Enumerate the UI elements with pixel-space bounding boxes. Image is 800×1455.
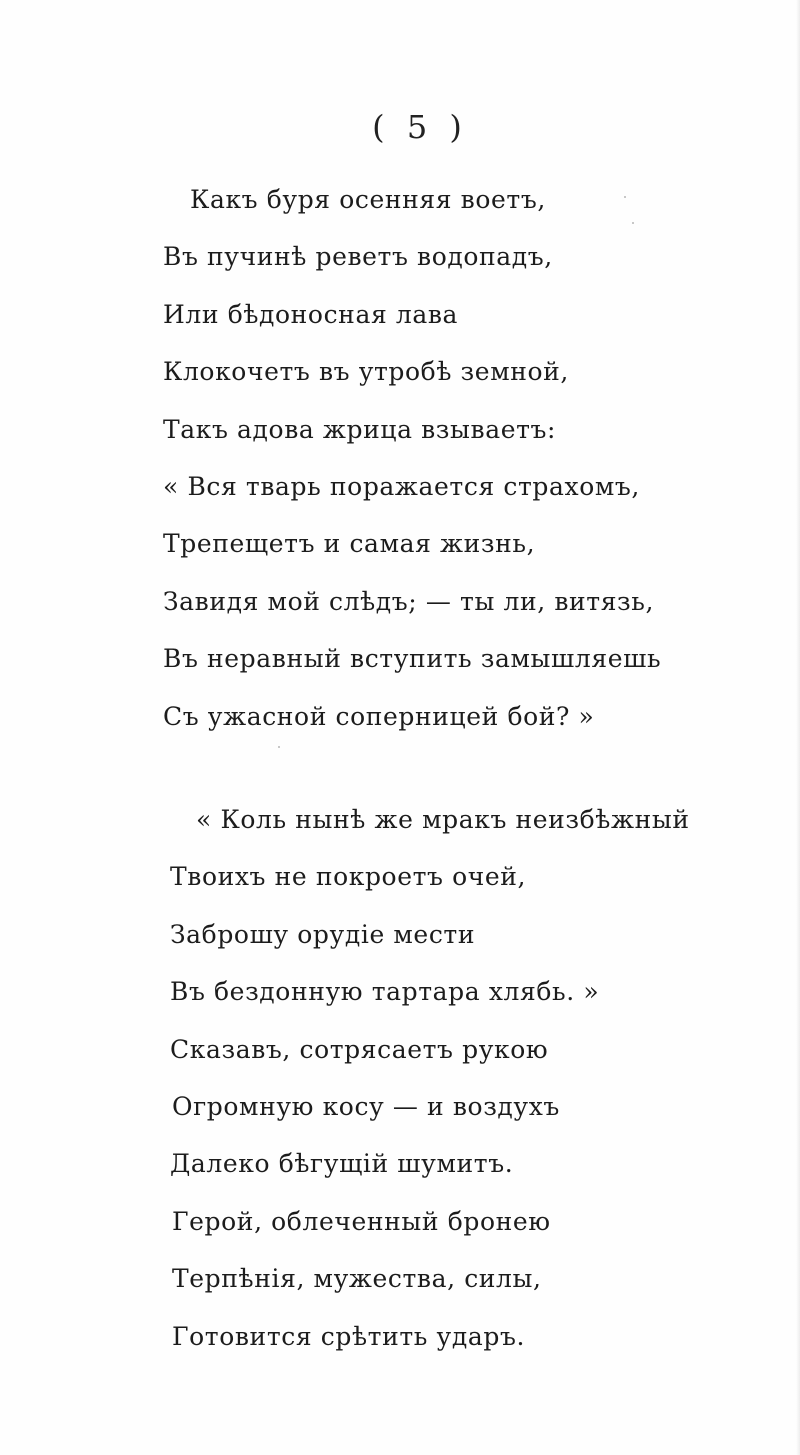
- verse-line: Или бѣдоносная лава: [163, 299, 459, 329]
- verse-line: Далеко бѣгущій шумитъ.: [170, 1149, 514, 1179]
- verse-line: Въ бездонную тартара хлябь. »: [170, 977, 600, 1007]
- verse-line: Твоихъ не покроетъ очей,: [170, 862, 527, 892]
- stanza-1: [0, 176, 800, 750]
- verse-line: Трепещетъ и самая жизнь,: [163, 529, 536, 559]
- verse-line: Готовится срѣтить ударъ.: [172, 1321, 525, 1351]
- verse-line: Такъ адова жрица взываетъ:: [163, 414, 557, 444]
- verse-line: Терпѣнія, мужества, силы,: [172, 1264, 542, 1294]
- verse-line: Завидя мой слѣдъ; — ты ли, витязь,: [163, 586, 655, 616]
- verse-line: Въ пучинѣ реветъ водопадъ,: [163, 242, 553, 272]
- verse-line: Клокочетъ въ утробѣ земной,: [163, 357, 569, 387]
- verse-line: Герой, облеченный бронею: [172, 1206, 551, 1236]
- verse-line: Какъ буря осенняя воетъ,: [190, 185, 546, 214]
- page-number: ( 5 ): [372, 108, 468, 146]
- stanza-2: [0, 796, 800, 1370]
- verse-line: Заброшу орудіе мести: [170, 919, 476, 949]
- verse-line: « Вся тварь поражается страхомъ,: [163, 471, 640, 501]
- verse-line: « Коль нынѣ же мракъ неизбѣжный: [196, 805, 690, 834]
- verse-line: Сказавъ, сотрясаетъ рукою: [170, 1034, 549, 1064]
- verse-line: Съ ужасной соперницей бой? »: [163, 701, 595, 731]
- verse-line: Огромную косу — и воздухъ: [172, 1091, 560, 1121]
- verse-line: Въ неравный вступить замышляешь: [163, 644, 662, 674]
